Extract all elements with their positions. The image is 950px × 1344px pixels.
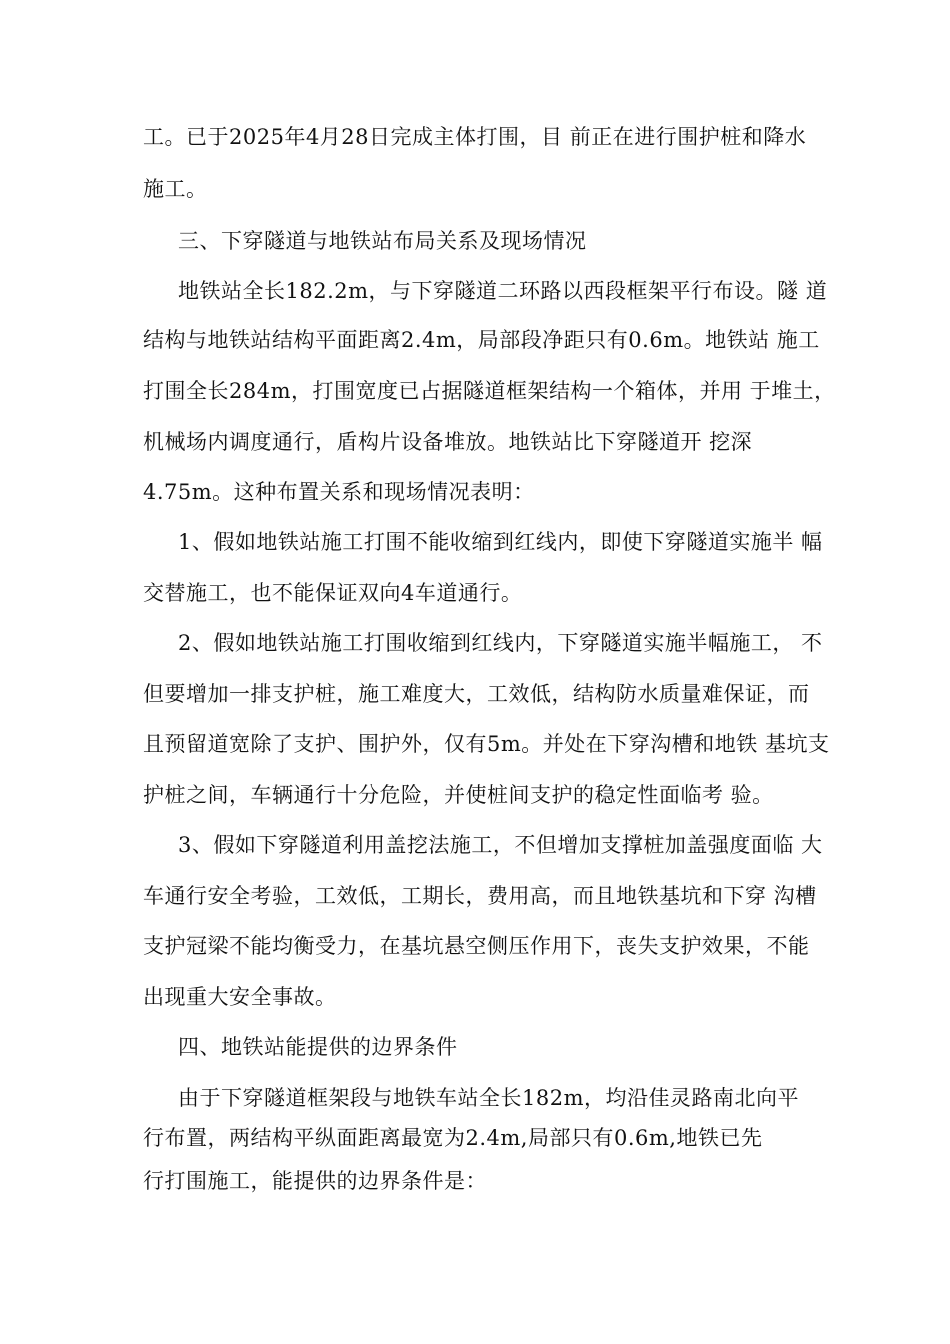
paragraph-line: 由于下穿隧道框架段与地铁车站全长182m，均沿佳灵路南北向平 [178, 1086, 799, 1110]
paragraph-line: 施工。 [143, 177, 208, 201]
paragraph-line: 行打围施工，能提供的边界条件是： [143, 1169, 487, 1193]
list-item-line: 车通行安全考验，工效低，工期长，费用高，而且地铁基坑和下穿 沟槽 [143, 884, 817, 908]
section-heading: 四、地铁站能提供的边界条件 [178, 1035, 458, 1059]
list-item-line: 出现重大安全事故。 [143, 985, 337, 1009]
paragraph-line: 打围全长284m，打围宽度已占据隧道框架结构一个箱体，并用 于堆土， [143, 379, 836, 403]
paragraph-line: 机械场内调度通行，盾构片设备堆放。地铁站比下穿隧道开 挖深 [143, 430, 753, 454]
list-item-line: 3、假如下穿隧道利用盖挖法施工，不但增加支撑桩加盖强度面临 大 [178, 833, 823, 857]
paragraph-line: 地铁站全长182.2m，与下穿隧道二环路以西段框架平行布设。隧 道 [178, 279, 828, 303]
list-item-line: 支护冠梁不能均衡受力，在基坑悬空侧压作用下，丧失支护效果，不能 [143, 934, 810, 958]
list-item-line: 护桩之间，车辆通行十分危险，并使桩间支护的稳定性面临考 验。 [143, 783, 774, 807]
list-item-line: 且预留道宽除了支护、围护外，仅有5m。并处在下穿沟槽和地铁 基坑支 [143, 732, 830, 756]
list-item-line: 交替施工，也不能保证双向4车道通行。 [143, 581, 523, 605]
list-item-line: 1、假如地铁站施工打围不能收缩到红线内，即使下穿隧道实施半 幅 [178, 530, 823, 554]
section-heading: 三、下穿隧道与地铁站布局关系及现场情况 [178, 229, 587, 253]
paragraph-line: 4.75m。这种布置关系和现场情况表明： [143, 480, 535, 504]
paragraph-line: 行布置，两结构平纵面距离最宽为2.4m,局部只有0.6m,地铁已先 [143, 1126, 763, 1150]
list-item-line: 但要增加一排支护桩，施工难度大，工效低，结构防水质量难保证，而 [143, 682, 810, 706]
paragraph-line: 工。已于2025年4月28日完成主体打围，目 前正在进行围护桩和降水 [143, 125, 807, 149]
paragraph-line: 结构与地铁站结构平面距离2.4m，局部段净距只有0.6m。地铁站 施工 [143, 328, 820, 352]
list-item-line: 2、假如地铁站施工打围收缩到红线内，下穿隧道实施半幅施工， 不 [178, 631, 823, 655]
